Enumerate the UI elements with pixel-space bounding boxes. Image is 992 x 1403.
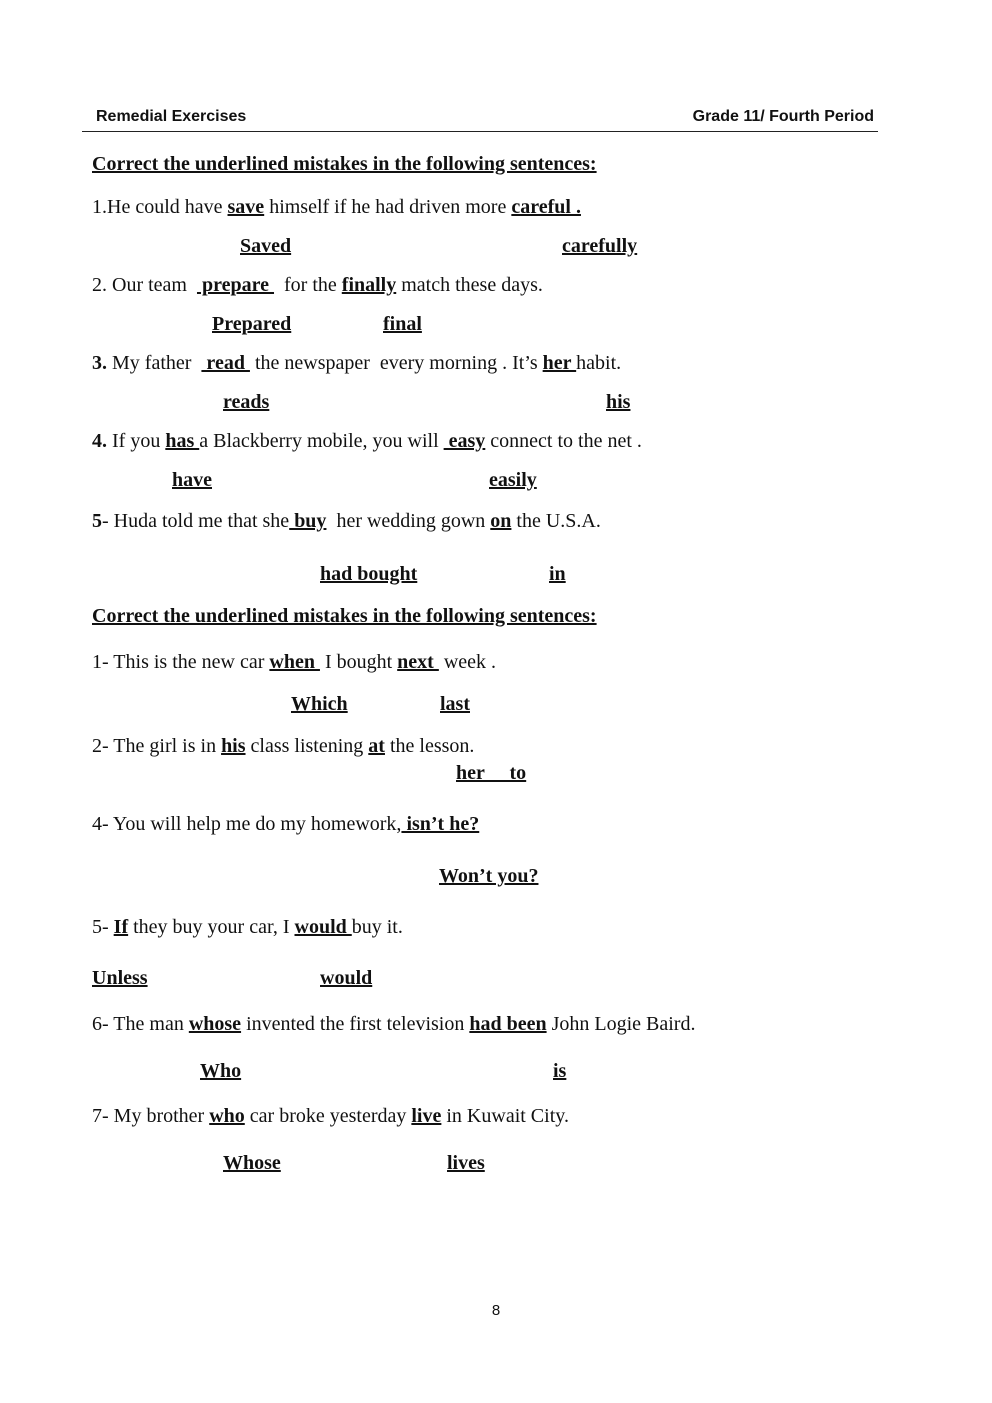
answer-2-6-a: Who — [200, 1060, 242, 1082]
sentence-1-2: 2. Our team prepare for the finally match these days. — [92, 274, 543, 296]
sentence-2-7: 7- My brother who car broke yesterday live in Kuwait City. — [92, 1105, 569, 1127]
header-rule — [82, 131, 878, 132]
sentence-2-4: 4- You will help me do my homework, isn’t he? — [92, 813, 480, 835]
section2-title: Correct the underlined mistakes in the following sentences: — [92, 605, 597, 627]
answer-2-1-b: last — [440, 693, 470, 715]
section1-title: Correct the underlined mistakes in the following sentences: — [92, 153, 597, 175]
sentence-2-5: 5- If they buy your car, I would buy it. — [92, 916, 403, 938]
answer-1-2-b: final — [383, 313, 422, 335]
answer-1-5-a: had bought — [320, 563, 418, 585]
answer-2-7-a: Whose — [223, 1152, 281, 1174]
sentence-2-6: 6- The man whose invented the first television had been John Logie Baird. — [92, 1013, 696, 1035]
header-left: Remedial Exercises — [96, 108, 247, 125]
sentence-1-4: 4. If you has a Blackberry mobile, you will easy connect to the net . — [92, 430, 642, 452]
header-right: Grade 11/ Fourth Period — [692, 108, 874, 125]
answer-1-1-b: carefully — [562, 235, 638, 257]
answer-1-4-a: have — [172, 469, 212, 491]
answer-2-1-a: Which — [291, 693, 348, 715]
answer-2-5-a: Unless — [92, 967, 148, 989]
answer-1-5-b: in — [549, 563, 566, 585]
answer-2-4: Won’t you? — [439, 865, 539, 887]
page-number: 8 — [491, 1302, 501, 1319]
sentence-2-1: 1- This is the new car when I bought next week . — [92, 651, 497, 673]
sentence-2-2: 2- The girl is in his class listening at the lesson. — [92, 735, 475, 757]
answer-1-4-b: easily — [489, 469, 537, 491]
answer-1-2-a: Prepared — [212, 313, 292, 335]
answer-1-3-b: his — [606, 391, 631, 413]
sentence-1-5: 5- Huda told me that she buy her wedding gown on the U.S.A. — [92, 510, 601, 532]
answer-2-2: her to — [456, 762, 527, 784]
answer-2-6-b: is — [553, 1060, 567, 1082]
sentence-1-1: 1.He could have save himself if he had driven more careful . — [92, 196, 581, 218]
answer-1-1-a: Saved — [240, 235, 292, 257]
answer-1-3-a: reads — [223, 391, 270, 413]
answer-2-7-b: lives — [447, 1152, 485, 1174]
sentence-1-3: 3. My father read the newspaper every morning . It’s her habit. — [92, 352, 622, 374]
answer-2-5-b: would — [320, 967, 373, 989]
